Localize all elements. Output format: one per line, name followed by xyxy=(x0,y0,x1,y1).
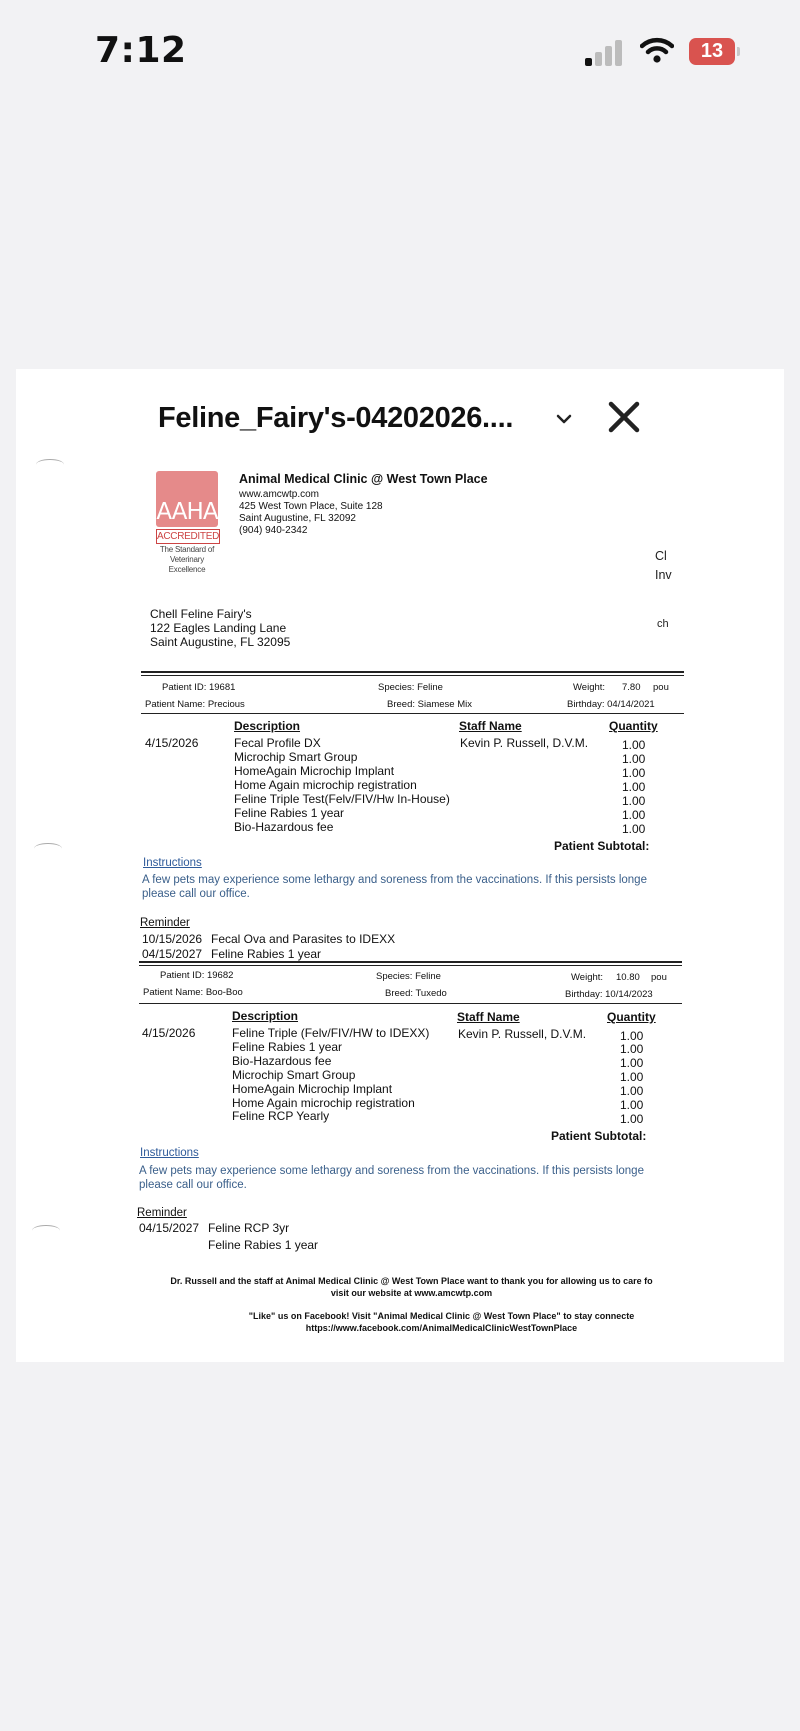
instructions-line: please call our office. xyxy=(142,888,250,900)
clinic-address-line1: 425 West Town Place, Suite 128 xyxy=(239,501,383,512)
service-item: Bio-Hazardous fee xyxy=(234,820,334,834)
clinic-phone: (904) 940-2342 xyxy=(239,525,308,536)
patient-weight-label: Weight: xyxy=(573,682,606,693)
service-item: Feline Rabies 1 year xyxy=(232,1040,343,1054)
patient-weight-label: Weight: xyxy=(571,972,604,983)
item-quantity: 1.00 xyxy=(622,738,646,752)
service-item: Bio-Hazardous fee xyxy=(232,1054,332,1068)
reminder-text: Feline Rabies 1 year xyxy=(208,1238,319,1252)
column-header-quantity: Quantity xyxy=(607,1010,656,1024)
reminder-date: 04/15/2027 xyxy=(139,1221,200,1235)
reminder-label: Reminder xyxy=(137,1207,187,1219)
cropped-label-inv: Inv xyxy=(655,568,672,582)
item-quantity: 1.00 xyxy=(622,780,646,794)
divider xyxy=(139,1003,682,1004)
item-quantity: 1.00 xyxy=(622,822,646,836)
service-item: HomeAgain Microchip Implant xyxy=(232,1082,393,1096)
item-quantity: 1.00 xyxy=(620,1042,644,1056)
divider xyxy=(139,965,682,966)
patient-name: Patient Name: Precious xyxy=(145,699,245,710)
patient-id: Patient ID: 19681 xyxy=(162,682,236,693)
item-quantity: 1.00 xyxy=(620,1098,644,1112)
cropped-label-cl: Cl xyxy=(655,549,667,563)
patient-breed: Breed: Tuxedo xyxy=(385,988,447,999)
service-item: Microchip Smart Group xyxy=(234,750,358,764)
staff-name: Kevin P. Russell, D.V.M. xyxy=(458,1027,587,1041)
service-date: 4/15/2026 xyxy=(145,736,199,750)
patient-species: Species: Feline xyxy=(378,682,443,693)
reminder-text: Feline Rabies 1 year xyxy=(211,947,322,961)
wifi-icon xyxy=(640,36,674,64)
column-header-description: Description xyxy=(234,719,301,733)
reminder-text: Feline RCP 3yr xyxy=(208,1221,290,1235)
service-item: Feline Rabies 1 year xyxy=(234,806,345,820)
reminder-text: Fecal Ova and Parasites to IDEXX xyxy=(211,932,396,946)
service-item: Feline RCP Yearly xyxy=(232,1109,330,1123)
service-date: 4/15/2026 xyxy=(142,1026,196,1040)
item-quantity: 1.00 xyxy=(620,1070,644,1084)
item-quantity: 1.00 xyxy=(622,794,646,808)
footer-facebook: "Like" us on Facebook! Visit "Animal Medical Clinic @ West Town Place" to stay connecte xyxy=(248,1311,635,1321)
battery-level: 13 xyxy=(700,40,724,62)
battery-icon xyxy=(689,38,741,65)
patient-weight-value: 10.80 xyxy=(616,972,640,983)
staff-name: Kevin P. Russell, D.V.M. xyxy=(460,736,589,750)
divider xyxy=(141,675,684,676)
service-item: Feline Triple Test(Felv/FIV/Hw In-House) xyxy=(234,792,450,806)
invoice-document[interactable] xyxy=(16,369,784,1362)
footer-thanks: Dr. Russell and the staff at Animal Medical Clinic @ West Town Place want to thank you for allowing us to care fo xyxy=(170,1276,653,1286)
patient-name: Patient Name: Boo-Boo xyxy=(143,987,243,998)
cellular-signal-icon xyxy=(585,38,625,66)
patient-birthday: Birthday: 04/14/2021 xyxy=(567,699,655,710)
clinic-name: Animal Medical Clinic @ West Town Place xyxy=(239,472,488,486)
divider xyxy=(141,713,684,714)
document-title[interactable]: Feline_Fairy's-04202026.... xyxy=(158,402,514,434)
column-header-staff: Staff Name xyxy=(459,719,522,733)
reminder-date: 04/15/2027 xyxy=(142,947,203,961)
instructions-line: please call our office. xyxy=(139,1179,247,1191)
column-header-description: Description xyxy=(232,1009,299,1023)
service-item: Fecal Profile DX xyxy=(234,736,321,750)
cropped-label-ch: ch xyxy=(657,618,669,630)
instructions-label: Instructions xyxy=(140,1147,199,1159)
service-item: Microchip Smart Group xyxy=(232,1068,356,1082)
column-header-staff: Staff Name xyxy=(457,1010,520,1024)
client-name: Chell Feline Fairy's xyxy=(150,607,252,621)
patient-birthday: Birthday: 10/14/2023 xyxy=(565,989,653,1000)
instructions-line: A few pets may experience some lethargy and soreness from the vaccinations. If this persists longe xyxy=(139,1165,644,1177)
footer-website: visit our website at www.amcwtp.com xyxy=(330,1288,493,1298)
divider xyxy=(139,961,682,963)
patient-species: Species: Feline xyxy=(376,971,441,982)
client-address-line1: 122 Eagles Landing Lane xyxy=(150,621,287,635)
status-bar xyxy=(0,0,800,100)
service-item: Feline Triple (Felv/FIV/HW to IDEXX) xyxy=(232,1026,430,1040)
item-quantity: 1.00 xyxy=(620,1056,644,1070)
clinic-website: www.amcwtp.com xyxy=(239,489,320,500)
patient-weight-value: 7.80 xyxy=(622,682,641,693)
divider xyxy=(141,671,684,673)
instructions-line: A few pets may experience some lethargy and soreness from the vaccinations. If this persists longe xyxy=(142,874,647,886)
patient-breed: Breed: Siamese Mix xyxy=(387,699,473,710)
clinic-address-line2: Saint Augustine, FL 32092 xyxy=(239,513,356,524)
patient-id: Patient ID: 19682 xyxy=(160,970,234,981)
punch-hole-mark xyxy=(34,843,62,854)
item-quantity: 1.00 xyxy=(620,1029,644,1043)
reminder-label: Reminder xyxy=(140,917,190,929)
footer-facebook-url: https://www.facebook.com/AnimalMedicalClinicWestTownPlace xyxy=(305,1323,578,1333)
close-icon[interactable] xyxy=(606,399,642,435)
item-quantity: 1.00 xyxy=(620,1112,644,1126)
status-time: 7:12 xyxy=(95,30,187,71)
service-item: HomeAgain Microchip Implant xyxy=(234,764,395,778)
item-quantity: 1.00 xyxy=(622,766,646,780)
item-quantity: 1.00 xyxy=(620,1084,644,1098)
patient-weight-unit: pou xyxy=(653,682,669,693)
item-quantity: 1.00 xyxy=(622,752,646,766)
patient-weight-unit: pou xyxy=(651,972,667,983)
punch-hole-mark xyxy=(32,1225,60,1236)
punch-hole-mark xyxy=(36,459,64,470)
aaha-accredited-logo: AAHA ACCREDITED The Standard of Veterinary Excellence xyxy=(154,471,220,567)
column-header-quantity: Quantity xyxy=(609,719,658,733)
chevron-down-icon[interactable] xyxy=(554,409,574,429)
service-item: Home Again microchip registration xyxy=(232,1096,415,1110)
reminder-date: 10/15/2026 xyxy=(142,932,203,946)
patient-subtotal-label: Patient Subtotal: xyxy=(551,1129,647,1143)
service-item: Home Again microchip registration xyxy=(234,778,417,792)
patient-subtotal-label: Patient Subtotal: xyxy=(554,839,650,853)
item-quantity: 1.00 xyxy=(622,808,646,822)
instructions-label: Instructions xyxy=(143,857,202,869)
client-address-line2: Saint Augustine, FL 32095 xyxy=(150,635,291,649)
